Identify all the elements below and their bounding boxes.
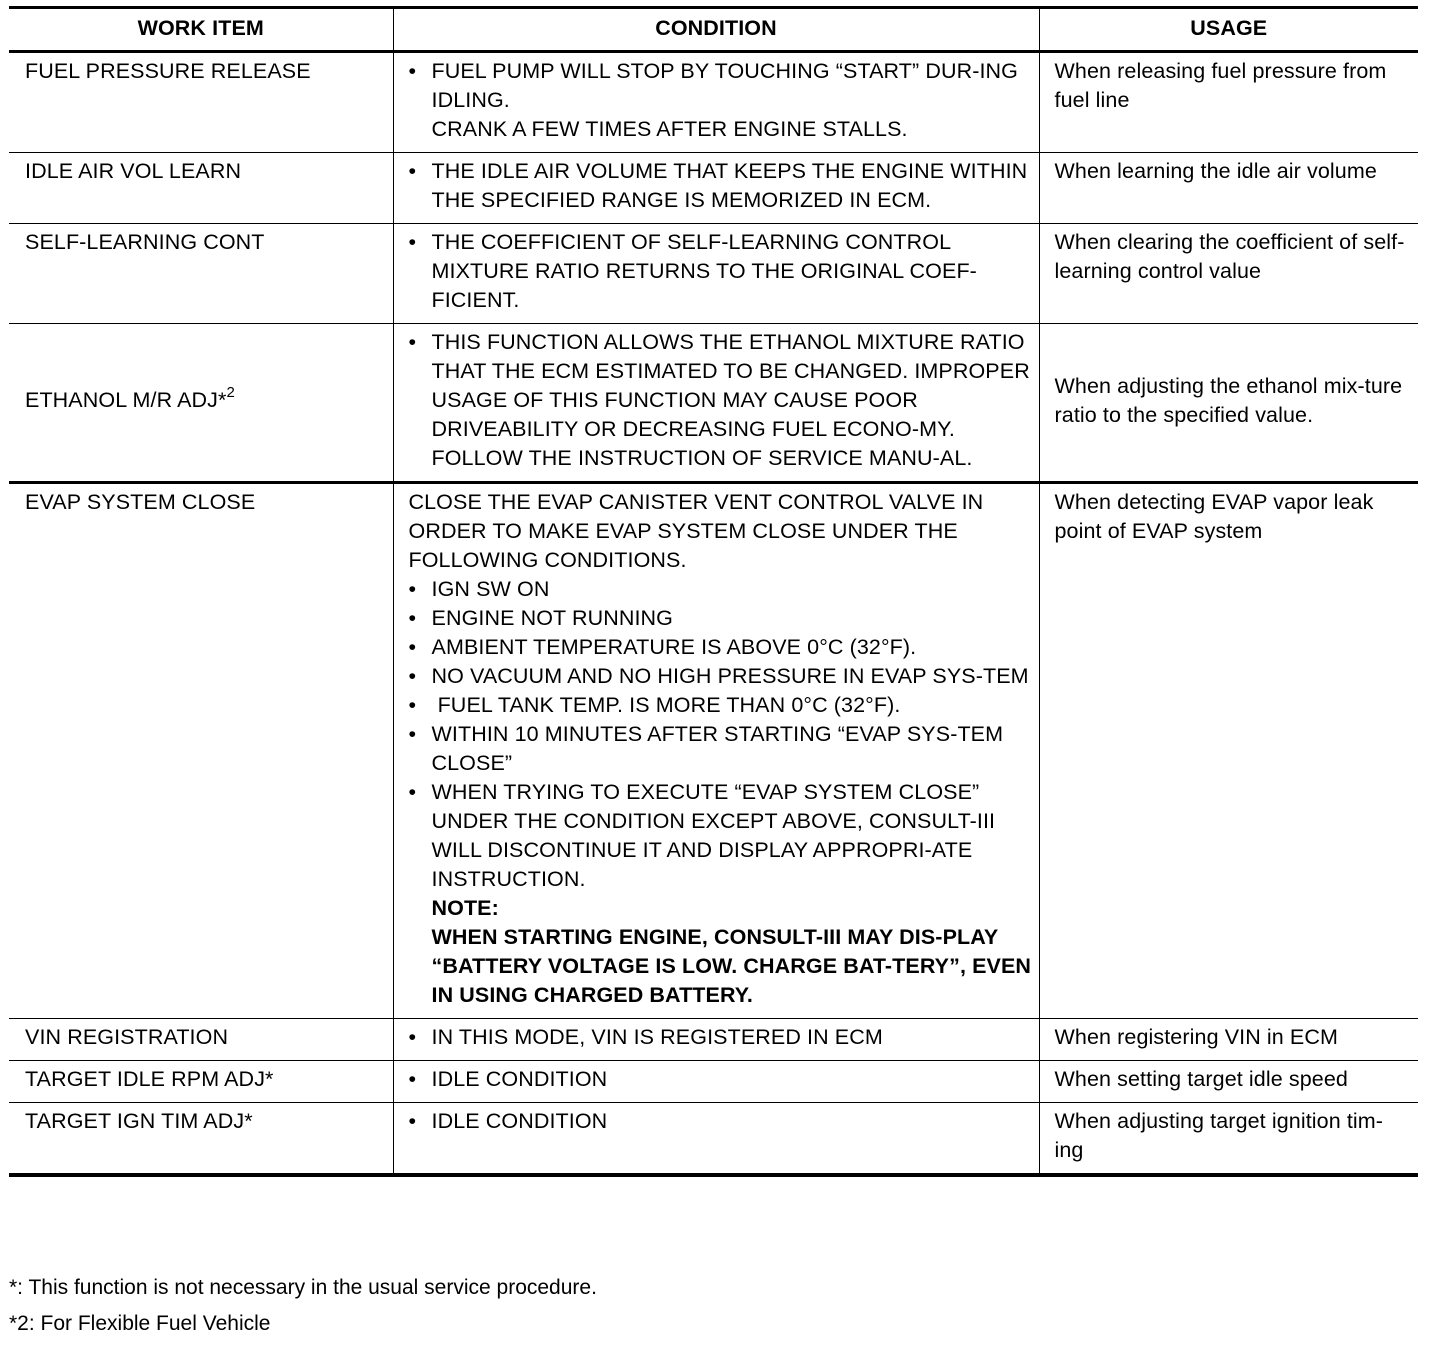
work-item-text: ETHANOL M/R ADJ* bbox=[25, 388, 227, 412]
condition-bullet bbox=[409, 157, 1033, 215]
usage-cell: When adjusting target ignition tim-ing bbox=[1039, 1103, 1418, 1176]
table-row bbox=[9, 483, 1418, 1019]
condition-bullet bbox=[409, 1065, 1033, 1094]
condition-bullet bbox=[409, 778, 1033, 894]
bullet-icon: • bbox=[408, 693, 417, 717]
condition-text: NO VACUUM AND NO HIGH PRESSURE IN EVAP SYS-TEM bbox=[431, 664, 1029, 688]
table-row bbox=[9, 1061, 1418, 1103]
work-item-cell: VIN REGISTRATION bbox=[9, 1019, 393, 1061]
condition-text: ENGINE NOT RUNNING bbox=[431, 606, 674, 630]
condition-text: FUEL PUMP WILL STOP BY TOUCHING “START” DUR-ING IDLING. bbox=[431, 59, 1018, 112]
condition-text: AMBIENT TEMPERATURE IS ABOVE 0°C (32°F). bbox=[431, 635, 917, 659]
usage-cell: When detecting EVAP vapor leak point of EVAP system bbox=[1039, 483, 1418, 1019]
work-item-cell: TARGET IGN TIM ADJ* bbox=[9, 1103, 393, 1176]
bullet-icon: • bbox=[408, 230, 417, 254]
condition-bullet bbox=[409, 328, 1033, 473]
condition-text: IDLE CONDITION bbox=[431, 1109, 608, 1133]
bullet-icon: • bbox=[408, 159, 417, 183]
work-item-cell: SELF-LEARNING CONT bbox=[9, 224, 393, 324]
condition-cell bbox=[393, 324, 1039, 483]
condition-bullet bbox=[409, 1023, 1033, 1052]
work-item-cell: TARGET IDLE RPM ADJ* bbox=[9, 1061, 393, 1103]
bullet-icon: • bbox=[408, 1025, 417, 1049]
bullet-icon: • bbox=[408, 722, 417, 746]
condition-text: IGN SW ON bbox=[431, 577, 550, 601]
condition-bullet bbox=[409, 691, 1033, 720]
condition-cell bbox=[393, 1019, 1039, 1061]
condition-bullet bbox=[409, 720, 1033, 778]
header-work-item: WORK ITEM bbox=[9, 8, 393, 52]
condition-text: THIS FUNCTION ALLOWS THE ETHANOL MIXTURE RATIO THAT THE ECM ESTIMATED TO BE CHANGED. IMPROPER USAGE OF THIS FUNCTION MAY CAUSE POOR DRIVEABILITY OR DECREASING FUEL ECONO-MY. FOLLOW THE INSTRUCTION OF SERVICE MANU-AL. bbox=[431, 330, 1030, 470]
condition-text: IN THIS MODE, VIN IS REGISTERED IN ECM bbox=[431, 1025, 883, 1049]
usage-cell: When learning the idle air volume bbox=[1039, 153, 1418, 224]
header-condition: CONDITION bbox=[393, 8, 1039, 52]
condition-text: THE IDLE AIR VOLUME THAT KEEPS THE ENGINE WITHIN THE SPECIFIED RANGE IS MEMORIZED IN ECM. bbox=[431, 159, 1028, 212]
bullet-icon: • bbox=[408, 577, 417, 601]
table-row bbox=[9, 324, 1418, 483]
table-row bbox=[9, 224, 1418, 324]
table-row bbox=[9, 153, 1418, 224]
condition-text: CRANK A FEW TIMES AFTER ENGINE STALLS. bbox=[431, 117, 908, 141]
condition-bullet bbox=[409, 633, 1033, 662]
condition-intro: CLOSE THE EVAP CANISTER VENT CONTROL VALVE IN ORDER TO MAKE EVAP SYSTEM CLOSE UNDER THE FOLLOWING CONDITIONS. bbox=[408, 490, 984, 572]
condition-cell bbox=[393, 153, 1039, 224]
bullet-icon: • bbox=[408, 664, 417, 688]
condition-cell bbox=[393, 1103, 1039, 1176]
condition-bullet bbox=[409, 662, 1033, 691]
usage-cell: When setting target idle speed bbox=[1039, 1061, 1418, 1103]
header-usage: USAGE bbox=[1039, 8, 1418, 52]
condition-cell bbox=[393, 224, 1039, 324]
condition-bullet bbox=[409, 228, 1033, 315]
table-row bbox=[9, 1019, 1418, 1061]
table-row bbox=[9, 52, 1418, 153]
work-item-cell: IDLE AIR VOL LEARN bbox=[9, 153, 393, 224]
condition-text: IDLE CONDITION bbox=[431, 1067, 608, 1091]
table-row bbox=[9, 1103, 1418, 1176]
condition-bullet bbox=[409, 1107, 1033, 1136]
condition-bullet bbox=[409, 57, 1033, 144]
condition-bullet bbox=[409, 604, 1033, 633]
bullet-icon: • bbox=[408, 1067, 417, 1091]
note-text: WHEN STARTING ENGINE, CONSULT-III MAY DIS-PLAY “BATTERY VOLTAGE IS LOW. CHARGE BAT-TERY”, EVEN IN USING CHARGED BATTERY. bbox=[431, 925, 1032, 1007]
condition-text: WHEN TRYING TO EXECUTE “EVAP SYSTEM CLOSE” UNDER THE CONDITION EXCEPT ABOVE, CONSULT-III WILL DISCONTINUE IT AND DISPLAY APPROPRI-ATE INSTRUCTION. bbox=[431, 780, 996, 891]
work-item-cell: EVAP SYSTEM CLOSE bbox=[9, 483, 393, 1019]
work-support-table-wrapper bbox=[9, 6, 1418, 1177]
bullet-icon: • bbox=[408, 1109, 417, 1133]
usage-cell: When clearing the coefficient of self-learning control value bbox=[1039, 224, 1418, 324]
note-label: NOTE: bbox=[431, 896, 499, 920]
footnote-marker: 2 bbox=[226, 383, 235, 401]
usage-cell: When releasing fuel pressure from fuel line bbox=[1039, 52, 1418, 153]
condition-cell bbox=[393, 1061, 1039, 1103]
condition-text: THE COEFFICIENT OF SELF-LEARNING CONTROL MIXTURE RATIO RETURNS TO THE ORIGINAL COEF-FICIENT. bbox=[431, 230, 977, 312]
condition-text: WITHIN 10 MINUTES AFTER STARTING “EVAP SYS-TEM CLOSE” bbox=[431, 722, 1004, 775]
usage-cell: When registering VIN in ECM bbox=[1039, 1019, 1418, 1061]
bullet-icon: • bbox=[408, 59, 417, 83]
condition-cell bbox=[393, 483, 1039, 1019]
condition-bullet bbox=[409, 575, 1033, 604]
footnote: *2: For Flexible Fuel Vehicle bbox=[9, 1312, 271, 1335]
footnote: *: This function is not necessary in the usual service procedure. bbox=[9, 1276, 597, 1299]
work-item-cell: FUEL PRESSURE RELEASE bbox=[9, 52, 393, 153]
condition-cell bbox=[393, 52, 1039, 153]
bullet-icon: • bbox=[408, 606, 417, 630]
work-item-cell bbox=[9, 324, 393, 483]
bullet-icon: • bbox=[408, 635, 417, 659]
usage-cell: When adjusting the ethanol mix-ture ratio to the specified value. bbox=[1039, 324, 1418, 483]
condition-text: FUEL TANK TEMP. IS MORE THAN 0°C (32°F). bbox=[431, 693, 901, 717]
header-row bbox=[9, 8, 1418, 52]
work-support-table bbox=[9, 6, 1418, 1177]
bullet-icon: • bbox=[408, 330, 417, 354]
bullet-icon: • bbox=[408, 780, 417, 804]
